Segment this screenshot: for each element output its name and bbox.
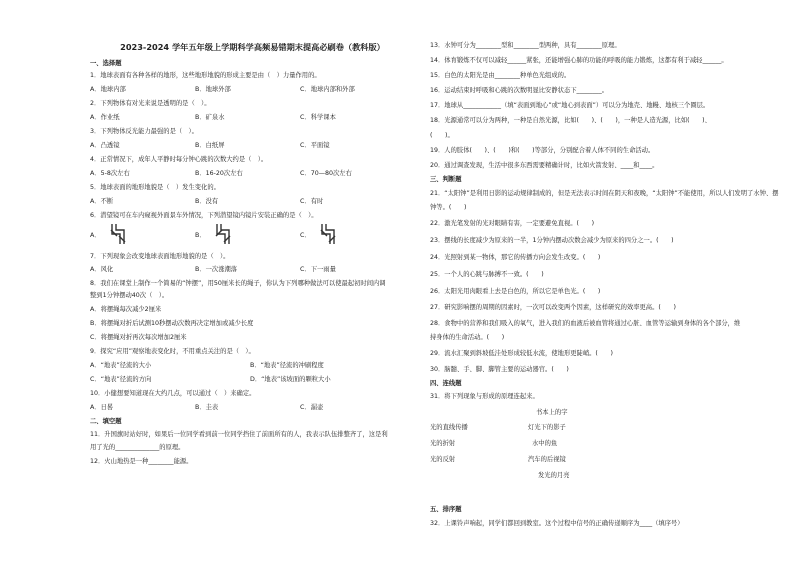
q1-option-a: A．地球内部 — [90, 86, 126, 93]
q10-option-a: A．日晷 — [90, 404, 114, 411]
question-10: 10．小健想要知道现在大约几点，可以通过（ ）来确定。 — [90, 390, 256, 397]
question-3: 3．下列物体反光能力最强的是（ ）。 — [90, 128, 198, 135]
question-5: 5．地球表面的地形地貌是（ ）发生变化的。 — [90, 184, 220, 191]
question-6: 6．潜望镜可在车内窥视外面景车外情况，下列潜望镜内镜片安装正确的是（ ）。 — [90, 212, 318, 219]
q9-option-a: A．“地表”径流的大小 — [90, 362, 152, 369]
section-choice-heading: 一、选择题 — [90, 60, 122, 67]
question-26: 26．太阳光用肉眼看上去是白色的，所以它是单色光。( ) — [430, 288, 601, 295]
question-21-cont: 钟等。( ) — [430, 204, 467, 211]
q8-option-b: B．将摆绳对折后试测10秒摆动次数再决定增加或减少长度 — [90, 320, 254, 327]
q6-option-a: A． — [90, 232, 101, 239]
q5-option-a: A．不断 — [90, 198, 114, 205]
q4-option-c: C．70—80次左右 — [300, 170, 352, 177]
q1-option-c: C．地球内部和外部 — [300, 86, 355, 93]
q9-option-d: D．“地表”该坡面的颗粒大小 — [250, 376, 331, 383]
question-31: 31．将下列现象与形成的原理连起来。 — [430, 393, 539, 400]
question-8: 8．我们在课堂上制作一个简易的“钟摆”，用50厘米长的绳子，你认为下列哪种做法可以使最起初时间内调 — [90, 280, 386, 287]
periscope-diagram-a — [108, 222, 134, 242]
question-11-cont: 用了光的______________的原理。 — [90, 444, 185, 451]
page-title: 2023-2024 学年五年级上学期科学高频易错期末提高必刷卷（教科版） — [120, 42, 385, 52]
q1-option-b: B．地球外部 — [195, 86, 231, 93]
q7-option-b: B．一次涨潮落 — [195, 266, 238, 273]
q5-option-c: C．有时 — [300, 198, 324, 205]
q6-option-b: B． — [195, 232, 206, 239]
match-right-1: 书本上的字 — [536, 409, 568, 416]
question-2: 2．下列物体有对光来说是透明的是（ ）。 — [90, 100, 211, 107]
q6-option-c: C． — [300, 232, 311, 239]
q2-option-b: B．矿泉水 — [195, 114, 225, 121]
question-7: 7．下列现象会改变地球表面地形地貌的是（ ）。 — [90, 253, 230, 260]
question-16: 16．运动结束时呼吸和心跳的次数明显比安静状态下________。 — [430, 87, 609, 94]
question-12: 12．火山地热是一种________能源。 — [90, 458, 193, 465]
question-30: 30．脑髓、手、脚、脚管主要的运动器官。( ) — [430, 366, 569, 373]
q8-option-c: C．将摆绳对折再次每次增加2厘米 — [90, 334, 187, 341]
section-judge-heading: 三、判断题 — [430, 176, 462, 183]
q5-option-b: B．没有 — [195, 198, 219, 205]
match-left-2: 光的折射 — [430, 440, 456, 447]
question-29: 29．流水汇聚到斜坡低洼处形成较低水流，使地形更陡峭。( ) — [430, 350, 613, 357]
section-match-heading: 四、连线题 — [430, 380, 462, 387]
q2-option-a: A．作业纸 — [90, 114, 120, 121]
question-13: 13．水钟可分为________型和________型两种，具有________原理。 — [430, 42, 621, 49]
question-27: 27．研究影响摆的周期的因素时，一次可以改变两个因素，这样研究的效率更高。( ) — [430, 304, 676, 311]
question-24: 24．光照射到某一物体，那它的传播方向会发生改变。( ) — [430, 254, 601, 261]
q2-option-c: C．科学课本 — [300, 114, 336, 121]
q7-option-a: A．风化 — [90, 266, 114, 273]
q9-option-b: B．“地表”径流的冲刷程度 — [250, 362, 324, 369]
question-32: 32．上课铃声响起，同学们都回到教室。这个过程中信号的正确传递顺序为____（填序号） — [430, 520, 684, 527]
question-15: 15．白色的太阳光是由________种单色光组成的。 — [430, 72, 571, 79]
question-19: 19．人的肢体( )、( )和( )等部分，分别配合着人体不同的生命活动。 — [430, 147, 655, 154]
question-18-cont: ( )。 — [430, 132, 454, 139]
question-17: 17．地球从____________（填“表面到地心”或“地心到表面”）可以分为地壳、地幔、地核三个圈层。 — [430, 102, 710, 109]
section-order-heading: 五、排序题 — [430, 506, 462, 513]
match-right-3: 水中的鱼 — [532, 440, 558, 447]
q4-option-a: A．5-8次左右 — [90, 170, 130, 177]
periscope-diagram-c — [318, 222, 344, 242]
section-fill-heading: 二、填空题 — [90, 418, 122, 425]
question-4: 4．正常情况下，成年人平静时每分钟心跳的次数大约是（ ）。 — [90, 156, 268, 163]
question-28: 28．食物中的营养和我们吸入的氧气，进入我们的血液后被血管将通过心脏、血管等运输到身体的各个部分，维 — [430, 320, 741, 327]
q10-option-c: C．漏壶 — [300, 404, 324, 411]
q3-option-c: C．平面镜 — [300, 142, 330, 149]
question-25: 25．一个人的心跳与脉搏不一致。( ) — [430, 271, 544, 278]
q3-option-a: A．凸透镜 — [90, 142, 120, 149]
question-11: 11．升国旗时站好时，如果后一位同学看到前一位同学挡住了前面所有的人，我表示队伍排整齐了，这是利 — [90, 431, 388, 438]
q7-option-c: C．下一雨量 — [300, 266, 336, 273]
question-14: 14．体育锻炼不仅可以减轻______紧张，还能增强心肺的功能的呼吸的能力锻炼，这都有利于减轻______。 — [430, 57, 728, 64]
question-28-cont: 持身体的生命活动。( ) — [430, 334, 505, 341]
q8-option-a: A．将摆绳每次减少2厘米 — [90, 306, 162, 313]
question-18: 18．光源通常可以分为两种，一种是自然光源，比如( )、( )，一种是人造光源，比如( )、 — [430, 117, 711, 124]
question-20: 20．通过调查发现，生活中很多东西需要精确计时，比如火箭发射、____和____。 — [430, 162, 659, 169]
periscope-diagram-b — [213, 222, 239, 242]
match-left-3: 光的反射 — [430, 456, 456, 463]
q3-option-b: B．白纸屏 — [195, 142, 225, 149]
q10-option-b: B．圭表 — [195, 404, 219, 411]
match-right-5: 发光的月亮 — [538, 472, 570, 479]
question-8-cont: 整到1分钟摆动40次（ ）。 — [90, 292, 169, 299]
q9-option-c: C．“地表”径流的方向 — [90, 376, 152, 383]
match-right-2: 灯光下的影子 — [528, 424, 566, 431]
question-23: 23．摆线的长度减少为原来的一半，1分钟内摆动次数会减少为原来的四分之一。( ) — [430, 237, 674, 244]
question-21: 21．“太阳钟”是利用日影的运动规律制成的，但是无法表示时间在阴天和夜晚，“太阳钟”不能使用，所以人们发明了水钟、摆 — [430, 190, 779, 197]
match-left-1: 光的直线传播 — [430, 424, 468, 431]
match-right-4: 汽车的后视镜 — [528, 456, 566, 463]
question-22: 22．激光笔发射的光对眼睛有害，一定要避免直视。( ) — [430, 220, 595, 227]
question-1: 1．地球表面有各种各样的地形，这些地形地貌的形成主要是由（ ）力量作用的。 — [90, 72, 321, 79]
q4-option-b: B．16-20次左右 — [195, 170, 243, 177]
question-9: 9．探究“应用”观察地表变化时，不用重点关注的是（ ）。 — [90, 348, 255, 355]
